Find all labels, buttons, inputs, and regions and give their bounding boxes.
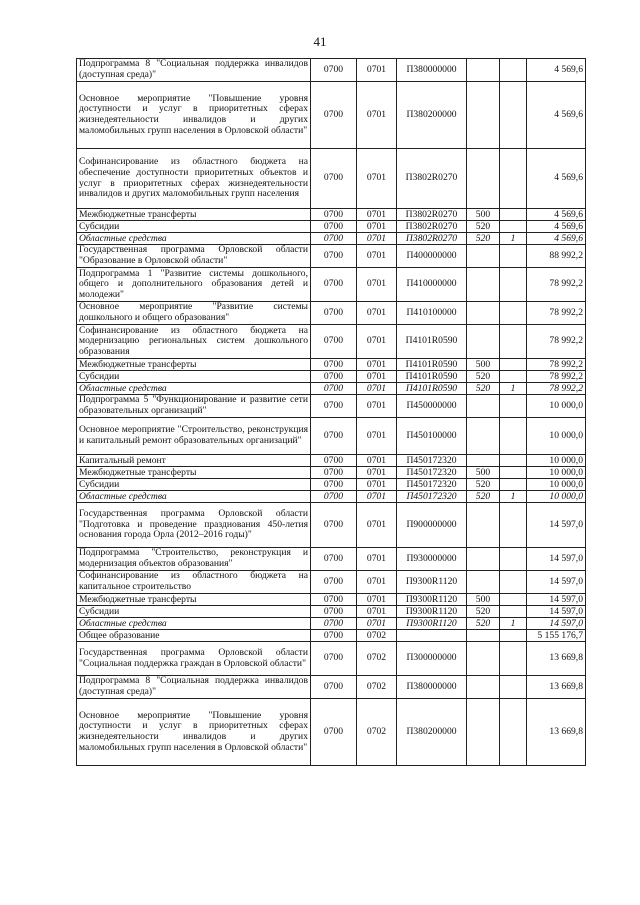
row-source-code [500,325,527,359]
row-target-article: П380000000 [397,676,467,699]
row-ved-code: 0700 [311,59,357,82]
row-name: Подпрограмма 5 "Функционирование и развитие сети образовательных организаций" [77,395,311,418]
row-source-code [500,359,527,371]
row-name: Межбюджетные трансферты [77,359,311,371]
row-amount: 4 569,6 [527,209,586,221]
row-expense-type: 520 [467,479,500,491]
row-target-article: П3802R0270 [397,149,467,209]
row-expense-type [467,548,500,571]
row-section-code: 0701 [357,618,397,630]
row-ved-code: 0700 [311,209,357,221]
row-section-code: 0701 [357,221,397,233]
table-row [77,630,586,642]
row-ved-code: 0700 [311,571,357,594]
row-name: Софинансирование из областного бюджета на обеспечение доступности приоритетных объектов и услуг в приоритетных сферах жизнедеятельности инвалидов и других маломобильных групп населения [77,149,311,209]
row-target-article: П380000000 [397,59,467,82]
row-source-code [500,676,527,699]
table-row [77,503,586,548]
row-name: Государственная программа Орловской области "Подготовка и проведение празднования 450-летия основания города Орла (2012–2016 годы)" [77,503,311,548]
row-source-code: 1 [500,618,527,630]
row-name: Межбюджетные трансферты [77,209,311,221]
row-amount: 10 000,0 [527,491,586,503]
row-name: Подпрограмма 1 "Развитие системы дошкольного, общего и дополнительного образования детей и молодежи" [77,268,311,302]
row-name: Основное мероприятие "Строительство, реконструкция и капитальный ремонт образовательных организаций" [77,418,311,455]
row-section-code: 0702 [357,642,397,676]
row-target-article: П3802R0270 [397,221,467,233]
row-amount: 88 992,2 [527,245,586,268]
row-amount: 78 992,2 [527,325,586,359]
row-target-article: П9300R1120 [397,606,467,618]
row-section-code: 0702 [357,676,397,699]
row-name: Основное мероприятие "Повышение уровня доступности и услуг в приоритетных сферах жизнедеятельности инвалидов и других маломобильных групп населения в Орловской области" [77,82,311,149]
row-target-article: П380200000 [397,82,467,149]
row-ved-code: 0700 [311,630,357,642]
table-row [77,548,586,571]
row-ved-code: 0700 [311,359,357,371]
row-target-article: П9300R1120 [397,618,467,630]
row-source-code [500,245,527,268]
table-row [77,302,586,325]
table-row [77,325,586,359]
row-target-article: П380200000 [397,699,467,766]
row-expense-type: 520 [467,618,500,630]
row-amount: 78 992,2 [527,268,586,302]
row-expense-type [467,149,500,209]
row-section-code: 0701 [357,455,397,467]
table-row [77,359,586,371]
row-section-code: 0701 [357,594,397,606]
row-source-code [500,503,527,548]
row-source-code [500,209,527,221]
row-expense-type [467,642,500,676]
table-row [77,594,586,606]
row-section-code: 0701 [357,491,397,503]
row-section-code: 0701 [357,302,397,325]
row-amount: 78 992,2 [527,383,586,395]
row-source-code [500,268,527,302]
row-section-code: 0701 [357,233,397,245]
row-source-code [500,418,527,455]
row-source-code: 1 [500,383,527,395]
row-ved-code: 0700 [311,642,357,676]
row-target-article: П930000000 [397,548,467,571]
row-expense-type [467,82,500,149]
table-row [77,676,586,699]
row-expense-type [467,630,500,642]
row-ved-code: 0700 [311,618,357,630]
table-row [77,209,586,221]
table-row [77,571,586,594]
row-target-article: П9300R1120 [397,594,467,606]
table-row [77,233,586,245]
table-row [77,395,586,418]
row-source-code [500,594,527,606]
row-amount: 14 597,0 [527,503,586,548]
table-row [77,642,586,676]
table-row [77,371,586,383]
row-section-code: 0701 [357,371,397,383]
row-section-code: 0701 [357,359,397,371]
table-row [77,479,586,491]
row-source-code [500,606,527,618]
page-number: 41 [313,34,327,49]
table-row [77,59,586,82]
row-target-article: П3802R0270 [397,209,467,221]
row-section-code: 0701 [357,467,397,479]
row-section-code: 0701 [357,209,397,221]
row-amount: 78 992,2 [527,302,586,325]
row-expense-type [467,699,500,766]
table-row [77,82,586,149]
row-target-article: П300000000 [397,642,467,676]
row-name: Областные средства [77,618,311,630]
row-section-code: 0702 [357,630,397,642]
row-target-article: П400000000 [397,245,467,268]
row-ved-code: 0700 [311,302,357,325]
row-ved-code: 0700 [311,383,357,395]
row-amount: 14 597,0 [527,571,586,594]
table-row [77,383,586,395]
row-name: Подпрограмма 8 "Социальная поддержка инвалидов (доступная среда)" [77,59,311,82]
row-name: Областные средства [77,491,311,503]
row-source-code [500,82,527,149]
row-section-code: 0701 [357,245,397,268]
row-ved-code: 0700 [311,395,357,418]
row-name: Областные средства [77,233,311,245]
row-expense-type: 500 [467,209,500,221]
row-source-code [500,302,527,325]
row-target-article: П4101R0590 [397,383,467,395]
row-amount: 4 569,6 [527,149,586,209]
row-source-code [500,371,527,383]
row-expense-type [467,503,500,548]
row-target-article: П3802R0270 [397,233,467,245]
row-amount: 4 569,6 [527,82,586,149]
row-source-code [500,571,527,594]
row-ved-code: 0700 [311,676,357,699]
row-section-code: 0701 [357,82,397,149]
row-expense-type [467,395,500,418]
row-expense-type [467,455,500,467]
row-expense-type [467,302,500,325]
row-source-code [500,149,527,209]
row-ved-code: 0700 [311,221,357,233]
row-name: Основное мероприятие "Развитие системы дошкольного и общего образования" [77,302,311,325]
row-section-code: 0701 [357,606,397,618]
budget-table [76,58,586,766]
table-row [77,149,586,209]
row-target-article: П450100000 [397,418,467,455]
row-amount: 14 597,0 [527,606,586,618]
row-section-code: 0701 [357,383,397,395]
row-section-code: 0701 [357,149,397,209]
row-source-code [500,395,527,418]
table-row [77,699,586,766]
row-expense-type: 500 [467,359,500,371]
row-amount: 5 155 176,7 [527,630,586,642]
row-name: Софинансирование из областного бюджета на модернизацию региональных систем дошкольного образования [77,325,311,359]
row-expense-type: 520 [467,371,500,383]
row-source-code [500,455,527,467]
row-expense-type [467,268,500,302]
row-section-code: 0701 [357,479,397,491]
row-source-code: 1 [500,233,527,245]
row-name: Софинансирование из областного бюджета на капитальное строительство [77,571,311,594]
row-source-code [500,59,527,82]
row-section-code: 0701 [357,59,397,82]
row-name: Основное мероприятие "Повышение уровня доступности и услуг в приоритетных сферах жизнедеятельности инвалидов и других маломобильных групп населения в Орловской области" [77,699,311,766]
row-ved-code: 0700 [311,699,357,766]
row-section-code: 0701 [357,571,397,594]
row-amount: 78 992,2 [527,371,586,383]
row-amount: 13 669,8 [527,642,586,676]
row-target-article: П410100000 [397,302,467,325]
row-section-code: 0701 [357,325,397,359]
row-name: Субсидии [77,479,311,491]
table-row [77,618,586,630]
row-amount: 10 000,0 [527,395,586,418]
table-row [77,245,586,268]
budget-table-body [77,59,586,766]
row-amount: 10 000,0 [527,455,586,467]
row-expense-type [467,325,500,359]
row-expense-type [467,59,500,82]
row-target-article: П4101R0590 [397,325,467,359]
row-ved-code: 0700 [311,418,357,455]
row-name: Межбюджетные трансферты [77,594,311,606]
row-section-code: 0702 [357,699,397,766]
row-ved-code: 0700 [311,455,357,467]
row-target-article: П900000000 [397,503,467,548]
row-expense-type: 520 [467,221,500,233]
row-source-code [500,548,527,571]
row-amount: 14 597,0 [527,548,586,571]
row-source-code [500,479,527,491]
row-amount: 13 669,8 [527,676,586,699]
row-amount: 78 992,2 [527,359,586,371]
row-amount: 4 569,6 [527,59,586,82]
row-expense-type [467,418,500,455]
row-ved-code: 0700 [311,606,357,618]
row-expense-type: 520 [467,606,500,618]
row-ved-code: 0700 [311,82,357,149]
row-target-article: П450000000 [397,395,467,418]
row-amount: 14 597,0 [527,594,586,606]
row-expense-type [467,676,500,699]
row-ved-code: 0700 [311,149,357,209]
row-amount: 4 569,6 [527,221,586,233]
row-section-code: 0701 [357,503,397,548]
row-section-code: 0701 [357,418,397,455]
table-row [77,491,586,503]
row-name: Общее образование [77,630,311,642]
table-row [77,606,586,618]
row-ved-code: 0700 [311,467,357,479]
row-name: Межбюджетные трансферты [77,467,311,479]
row-amount: 14 597,0 [527,618,586,630]
row-amount: 4 569,6 [527,233,586,245]
row-ved-code: 0700 [311,233,357,245]
row-ved-code: 0700 [311,268,357,302]
row-target-article: П410000000 [397,268,467,302]
row-name: Государственная программа Орловской области "Социальная поддержка граждан в Орловской области" [77,642,311,676]
row-source-code [500,467,527,479]
row-target-article: П450172320 [397,479,467,491]
row-expense-type: 520 [467,491,500,503]
row-section-code: 0701 [357,548,397,571]
row-target-article: П4101R0590 [397,359,467,371]
row-ved-code: 0700 [311,594,357,606]
row-ved-code: 0700 [311,325,357,359]
table-row [77,268,586,302]
row-target-article: П9300R1120 [397,571,467,594]
row-ved-code: 0700 [311,491,357,503]
row-name: Государственная программа Орловской области "Образование в Орловской области" [77,245,311,268]
row-expense-type: 500 [467,467,500,479]
row-ved-code: 0700 [311,371,357,383]
row-name: Подпрограмма 8 "Социальная поддержка инвалидов (доступная среда)" [77,676,311,699]
row-expense-type [467,245,500,268]
row-source-code: 1 [500,491,527,503]
row-amount: 13 669,8 [527,699,586,766]
row-section-code: 0701 [357,268,397,302]
row-target-article: П4101R0590 [397,371,467,383]
row-name: Субсидии [77,221,311,233]
row-source-code [500,221,527,233]
table-row [77,467,586,479]
row-name: Субсидии [77,606,311,618]
row-amount: 10 000,0 [527,418,586,455]
row-source-code [500,699,527,766]
row-expense-type: 500 [467,594,500,606]
row-expense-type [467,571,500,594]
row-name: Областные средства [77,383,311,395]
row-ved-code: 0700 [311,479,357,491]
row-amount: 10 000,0 [527,467,586,479]
row-target-article: П450172320 [397,467,467,479]
row-target-article [397,630,467,642]
table-row [77,455,586,467]
row-name: Капитальный ремонт [77,455,311,467]
row-ved-code: 0700 [311,548,357,571]
row-name: Подпрограмма "Строительство, реконструкция и модернизация объектов образования" [77,548,311,571]
row-amount: 10 000,0 [527,479,586,491]
row-ved-code: 0700 [311,245,357,268]
row-target-article: П450172320 [397,491,467,503]
row-ved-code: 0700 [311,503,357,548]
row-name: Субсидии [77,371,311,383]
row-section-code: 0701 [357,395,397,418]
table-row [77,221,586,233]
row-source-code [500,642,527,676]
row-expense-type: 520 [467,233,500,245]
row-expense-type: 520 [467,383,500,395]
row-source-code [500,630,527,642]
table-row [77,418,586,455]
row-target-article: П450172320 [397,455,467,467]
